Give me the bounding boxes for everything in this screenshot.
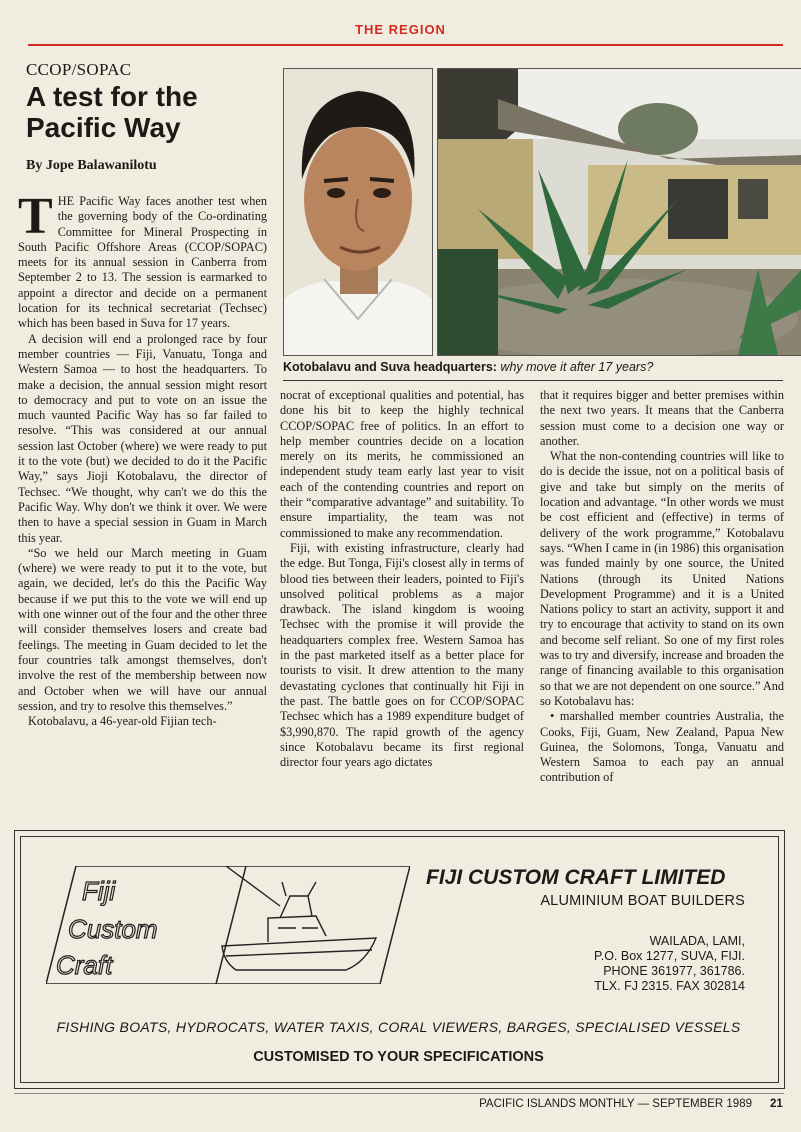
logo-word: Fiji xyxy=(82,876,116,906)
company-name: FIJI CUSTOM CRAFT LIMITED xyxy=(426,866,726,889)
footer-rule xyxy=(14,1093,784,1094)
article-paragraph: • marshalled member countries Australia, the Cooks, Fiji, Guam, New Zealand, Papua New Guinea, the Solomons, Tonga, Vanuatu and Western Samoa to each pay an annual contribution of xyxy=(540,709,784,785)
kicker: CCOP/SOPAC xyxy=(26,60,132,79)
page-number: 21 xyxy=(770,1098,783,1110)
byline: By Jope Balawanilotu xyxy=(26,158,157,173)
section-header: THE REGION xyxy=(355,22,446,37)
address-line: P.O. Box 1277, SUVA, FIJI. xyxy=(594,949,745,963)
article-paragraph: Kotobalavu, a 46-year-old Fijian tech- xyxy=(28,714,217,729)
caption-text: why move it after 17 years? xyxy=(500,360,654,374)
header-rule xyxy=(28,44,783,46)
photo-caption xyxy=(283,360,783,374)
company-address xyxy=(560,934,745,994)
article-paragraph: What the non-contending countries will like to do is decide the issue, not on a political basis of give and take but simply on the merits of location and advantage. “In other words we must be cost efficient and (effective) in terms of delivery of the work programme,” Kotobalavu says. “When I came in (in 1986) this organisation was funded mainly by one source, the United Nations (through its United Nations Development Programme) and it is a United Nations policy to start an activity, support it and try to encourage that activity to stand on its own and become self reliant. So one of my first roles was to try and diversify, increase and broaden the range of financing available to this organisation so that we are not dependent on one source.” And so Kotobalavu has: xyxy=(540,449,784,708)
article-column-2 xyxy=(280,388,524,770)
drop-cap: T xyxy=(18,188,53,245)
company-subtitle: ALUMINIUM BOAT BUILDERS xyxy=(540,893,745,909)
address-line: PHONE 361977, 361786. xyxy=(603,964,745,978)
address-line: WAILADA, LAMI, xyxy=(649,934,745,948)
address-line: TLX. FJ 2315. FAX 302814 xyxy=(594,979,745,993)
company-logo xyxy=(46,866,410,984)
article-paragraph: THE Pacific Way faces another test when the governing body of the Co-ordinating Committee for Mineral Prospecting in South Pacific Offshore Areas (CCOP/SOPAC) meets for its annual session in Canberra from September 2 to 13. The session is earmarked to appoint a director and decide on a permanent location for its technical secretariat (Techsec) which has been based in Suva for 17 years. xyxy=(18,188,267,331)
portrait-photo xyxy=(283,68,433,356)
article-paragraph: Fiji, with existing infrastructure, clearly had the edge. But Tonga, Fiji's closest ally in terms of blood ties between their leaders, pointed to Fiji's unsolved political problems as a major drawback. The island kingdom is wooing Techsec with the promise it will provide the headquarters complex free. Western Samoa has in the past marketed itself as a better place for tourists to visit. It drew attention to the many devastating cyclones that continually hit Fiji in the past. The battle goes on for CCOP/SOPAC Techsec which has a 1989 expenditure budget of $3,990,870. The rapid growth of the agency since Kotobalavu became its first regional director four years ago dictates xyxy=(280,540,524,770)
boat-illustration-icon xyxy=(222,866,376,970)
ad-services: FISHING BOATS, HYDROCATS, WATER TAXIS, CORAL VIEWERS, BARGES, SPECIALISED VESSELS xyxy=(56,1019,741,1035)
ad-tagline: CUSTOMISED TO YOUR SPECIFICATIONS xyxy=(253,1049,544,1065)
article-column-3 xyxy=(540,388,784,786)
logo-word: Custom xyxy=(68,914,158,944)
headquarters-photo xyxy=(437,68,801,356)
footer-publication: PACIFIC ISLANDS MONTHLY — SEPTEMBER 1989 xyxy=(479,1098,752,1110)
headline: A test for the Pacific Way xyxy=(26,81,198,143)
logo-word: Craft xyxy=(56,950,113,980)
article-column-1 xyxy=(18,188,267,729)
article-paragraph: nocrat of exceptional qualities and potential, has done his bit to keep the highly technical CCOP/SOPAC free of politics. In an effort to help member countries decide on a location merely on its merits, he commissioned an independent study team early last year to visit each of the contending countries and report on their “comparative advantage” and suitability. To ensure impartiality, the team was not commissioned to make any recommendation. xyxy=(280,388,524,540)
article-paragraph: A decision will end a prolonged race by four member countries — Fiji, Vanuatu, Tonga and Western Samoa — to host the headquarters. To make a decision, the annual session might resort to democracy and put to vote on an issue the much vaunted Pacific Way has so far failed to resolve. “This was considered at our annual session last October (where) we were ready to put it to the vote (but) we decided to do it the Pacific Way,” says Jioji Kotobalavu, the director of Techsec. “We thought, why can't we do this the Pacific Way. Why don't we think it over. We were then to have a special session in Guam in March this year. xyxy=(18,331,267,545)
article-paragraph: that it requires bigger and better premises within the next two years. It means that the Canberra session must come to a decision one way or another. xyxy=(540,388,784,448)
caption-rule xyxy=(283,380,783,381)
article-paragraph: “So we held our March meeting in Guam (where) we were ready to put it to the vote, but again, we decided, let's do this the Pacific Way because if we put this to the vote we will end up with one winner out of the four and the other three will consider themselves losers and create bad feelings. The meeting in Guam decided to let the four countries talk amongst themselves, don't involve the rest of the membership between now and October when we will have our annual session, and try to resolve this themselves.” xyxy=(18,545,267,713)
caption-label: Kotobalavu and Suva headquarters: xyxy=(283,360,497,374)
